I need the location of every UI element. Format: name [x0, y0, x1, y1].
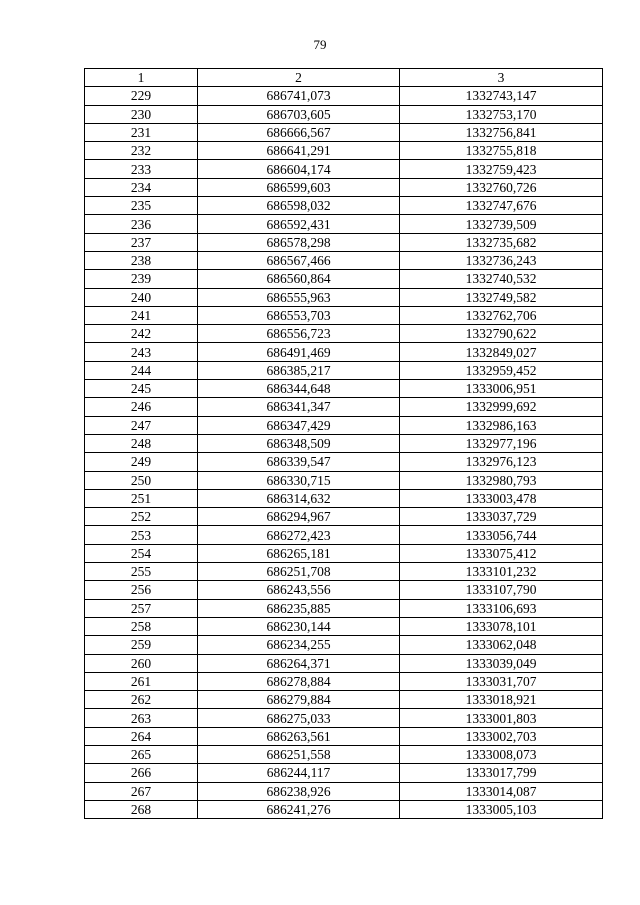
- y-coordinate-cell: 1333001,803: [400, 709, 603, 727]
- point-number-cell: 240: [85, 288, 198, 306]
- point-number-cell: 268: [85, 800, 198, 818]
- table-row: [85, 544, 603, 562]
- y-coordinate-cell: 1333002,703: [400, 727, 603, 745]
- point-number-cell: 238: [85, 251, 198, 269]
- table-row: [85, 343, 603, 361]
- x-coordinate-cell: 686348,509: [198, 434, 400, 452]
- y-coordinate-cell: 1332753,170: [400, 105, 603, 123]
- point-number-cell: 266: [85, 764, 198, 782]
- point-number-cell: 237: [85, 233, 198, 251]
- table-header-row: [85, 69, 603, 87]
- x-coordinate-cell: 686641,291: [198, 142, 400, 160]
- y-coordinate-cell: 1332959,452: [400, 361, 603, 379]
- x-coordinate-cell: 686294,967: [198, 508, 400, 526]
- point-number-cell: 265: [85, 745, 198, 763]
- y-coordinate-cell: 1333014,087: [400, 782, 603, 800]
- x-coordinate-cell: 686344,648: [198, 380, 400, 398]
- point-number-cell: 261: [85, 672, 198, 690]
- table-row: [85, 398, 603, 416]
- table-row: [85, 453, 603, 471]
- table-row: [85, 361, 603, 379]
- y-coordinate-cell: 1332999,692: [400, 398, 603, 416]
- x-coordinate-cell: 686553,703: [198, 306, 400, 324]
- point-number-cell: 248: [85, 434, 198, 452]
- table-row: [85, 215, 603, 233]
- y-coordinate-cell: 1333005,103: [400, 800, 603, 818]
- x-coordinate-cell: 686275,033: [198, 709, 400, 727]
- table-row: [85, 526, 603, 544]
- table-row: [85, 325, 603, 343]
- x-coordinate-cell: 686491,469: [198, 343, 400, 361]
- table-row: [85, 764, 603, 782]
- point-number-cell: 260: [85, 654, 198, 672]
- table-body: [85, 87, 603, 819]
- y-coordinate-cell: 1332756,841: [400, 123, 603, 141]
- point-number-cell: 259: [85, 636, 198, 654]
- x-coordinate-cell: 686604,174: [198, 160, 400, 178]
- point-number-cell: 249: [85, 453, 198, 471]
- y-coordinate-cell: 1333037,729: [400, 508, 603, 526]
- table-row: [85, 691, 603, 709]
- x-coordinate-cell: 686251,558: [198, 745, 400, 763]
- point-number-cell: 245: [85, 380, 198, 398]
- table-row: [85, 288, 603, 306]
- column-header-2: 2: [198, 69, 400, 87]
- y-coordinate-cell: 1333006,951: [400, 380, 603, 398]
- column-header-3: 3: [400, 69, 603, 87]
- y-coordinate-cell: 1332747,676: [400, 197, 603, 215]
- point-number-cell: 242: [85, 325, 198, 343]
- x-coordinate-cell: 686230,144: [198, 617, 400, 635]
- point-number-cell: 246: [85, 398, 198, 416]
- table-row: [85, 672, 603, 690]
- table-row: [85, 416, 603, 434]
- y-coordinate-cell: 1333031,707: [400, 672, 603, 690]
- table-row: [85, 123, 603, 141]
- x-coordinate-cell: 686235,885: [198, 599, 400, 617]
- column-header-1: 1: [85, 69, 198, 87]
- x-coordinate-cell: 686341,347: [198, 398, 400, 416]
- table-row: [85, 471, 603, 489]
- y-coordinate-cell: 1333018,921: [400, 691, 603, 709]
- table-row: [85, 251, 603, 269]
- x-coordinate-cell: 686592,431: [198, 215, 400, 233]
- y-coordinate-cell: 1332759,423: [400, 160, 603, 178]
- y-coordinate-cell: 1332762,706: [400, 306, 603, 324]
- table-row: [85, 636, 603, 654]
- x-coordinate-cell: 686555,963: [198, 288, 400, 306]
- y-coordinate-cell: 1332980,793: [400, 471, 603, 489]
- point-number-cell: 251: [85, 489, 198, 507]
- point-number-cell: 257: [85, 599, 198, 617]
- x-coordinate-cell: 686264,371: [198, 654, 400, 672]
- table-row: [85, 489, 603, 507]
- y-coordinate-cell: 1333075,412: [400, 544, 603, 562]
- point-number-cell: 255: [85, 563, 198, 581]
- table-row: [85, 800, 603, 818]
- table-row: [85, 508, 603, 526]
- y-coordinate-cell: 1332790,622: [400, 325, 603, 343]
- x-coordinate-cell: 686339,547: [198, 453, 400, 471]
- y-coordinate-cell: 1333101,232: [400, 563, 603, 581]
- x-coordinate-cell: 686238,926: [198, 782, 400, 800]
- table-row: [85, 178, 603, 196]
- y-coordinate-cell: 1333039,049: [400, 654, 603, 672]
- point-number-cell: 263: [85, 709, 198, 727]
- y-coordinate-cell: 1333008,073: [400, 745, 603, 763]
- y-coordinate-cell: 1332849,027: [400, 343, 603, 361]
- x-coordinate-cell: 686314,632: [198, 489, 400, 507]
- table-row: [85, 745, 603, 763]
- x-coordinate-cell: 686347,429: [198, 416, 400, 434]
- point-number-cell: 247: [85, 416, 198, 434]
- y-coordinate-cell: 1333062,048: [400, 636, 603, 654]
- point-number-cell: 258: [85, 617, 198, 635]
- x-coordinate-cell: 686385,217: [198, 361, 400, 379]
- y-coordinate-cell: 1333106,693: [400, 599, 603, 617]
- table-row: [85, 160, 603, 178]
- y-coordinate-cell: 1332740,532: [400, 270, 603, 288]
- table-row: [85, 87, 603, 105]
- table-row: [85, 581, 603, 599]
- point-number-cell: 267: [85, 782, 198, 800]
- x-coordinate-cell: 686599,603: [198, 178, 400, 196]
- table-row: [85, 434, 603, 452]
- y-coordinate-cell: 1332735,682: [400, 233, 603, 251]
- x-coordinate-cell: 686560,864: [198, 270, 400, 288]
- y-coordinate-cell: 1332986,163: [400, 416, 603, 434]
- y-coordinate-cell: 1332977,196: [400, 434, 603, 452]
- x-coordinate-cell: 686567,466: [198, 251, 400, 269]
- table-row: [85, 709, 603, 727]
- table-row: [85, 380, 603, 398]
- y-coordinate-cell: 1333078,101: [400, 617, 603, 635]
- x-coordinate-cell: 686278,884: [198, 672, 400, 690]
- point-number-cell: 244: [85, 361, 198, 379]
- point-number-cell: 256: [85, 581, 198, 599]
- x-coordinate-cell: 686265,181: [198, 544, 400, 562]
- table-row: [85, 233, 603, 251]
- point-number-cell: 229: [85, 87, 198, 105]
- x-coordinate-cell: 686598,032: [198, 197, 400, 215]
- x-coordinate-cell: 686241,276: [198, 800, 400, 818]
- point-number-cell: 252: [85, 508, 198, 526]
- point-number-cell: 232: [85, 142, 198, 160]
- table-row: [85, 727, 603, 745]
- point-number-cell: 264: [85, 727, 198, 745]
- x-coordinate-cell: 686741,073: [198, 87, 400, 105]
- point-number-cell: 262: [85, 691, 198, 709]
- table-row: [85, 105, 603, 123]
- x-coordinate-cell: 686330,715: [198, 471, 400, 489]
- x-coordinate-cell: 686556,723: [198, 325, 400, 343]
- table-row: [85, 306, 603, 324]
- x-coordinate-cell: 686244,117: [198, 764, 400, 782]
- y-coordinate-cell: 1332743,147: [400, 87, 603, 105]
- y-coordinate-cell: 1332736,243: [400, 251, 603, 269]
- point-number-cell: 231: [85, 123, 198, 141]
- y-coordinate-cell: 1332739,509: [400, 215, 603, 233]
- x-coordinate-cell: 686272,423: [198, 526, 400, 544]
- table-row: [85, 782, 603, 800]
- point-number-cell: 236: [85, 215, 198, 233]
- point-number-cell: 241: [85, 306, 198, 324]
- point-number-cell: 233: [85, 160, 198, 178]
- point-number-cell: 243: [85, 343, 198, 361]
- x-coordinate-cell: 686251,708: [198, 563, 400, 581]
- y-coordinate-cell: 1332755,818: [400, 142, 603, 160]
- point-number-cell: 254: [85, 544, 198, 562]
- table-row: [85, 563, 603, 581]
- point-number-cell: 239: [85, 270, 198, 288]
- y-coordinate-cell: 1332749,582: [400, 288, 603, 306]
- coordinates-table: [84, 68, 603, 819]
- table-row: [85, 197, 603, 215]
- point-number-cell: 230: [85, 105, 198, 123]
- x-coordinate-cell: 686279,884: [198, 691, 400, 709]
- y-coordinate-cell: 1332760,726: [400, 178, 603, 196]
- table-row: [85, 617, 603, 635]
- point-number-cell: 250: [85, 471, 198, 489]
- x-coordinate-cell: 686263,561: [198, 727, 400, 745]
- y-coordinate-cell: 1332976,123: [400, 453, 603, 471]
- x-coordinate-cell: 686243,556: [198, 581, 400, 599]
- x-coordinate-cell: 686666,567: [198, 123, 400, 141]
- table-row: [85, 142, 603, 160]
- y-coordinate-cell: 1333107,790: [400, 581, 603, 599]
- x-coordinate-cell: 686703,605: [198, 105, 400, 123]
- point-number-cell: 253: [85, 526, 198, 544]
- y-coordinate-cell: 1333017,799: [400, 764, 603, 782]
- x-coordinate-cell: 686234,255: [198, 636, 400, 654]
- y-coordinate-cell: 1333056,744: [400, 526, 603, 544]
- point-number-cell: 235: [85, 197, 198, 215]
- y-coordinate-cell: 1333003,478: [400, 489, 603, 507]
- page-number: 79: [313, 37, 327, 52]
- table-row: [85, 599, 603, 617]
- table-row: [85, 270, 603, 288]
- point-number-cell: 234: [85, 178, 198, 196]
- x-coordinate-cell: 686578,298: [198, 233, 400, 251]
- table-row: [85, 654, 603, 672]
